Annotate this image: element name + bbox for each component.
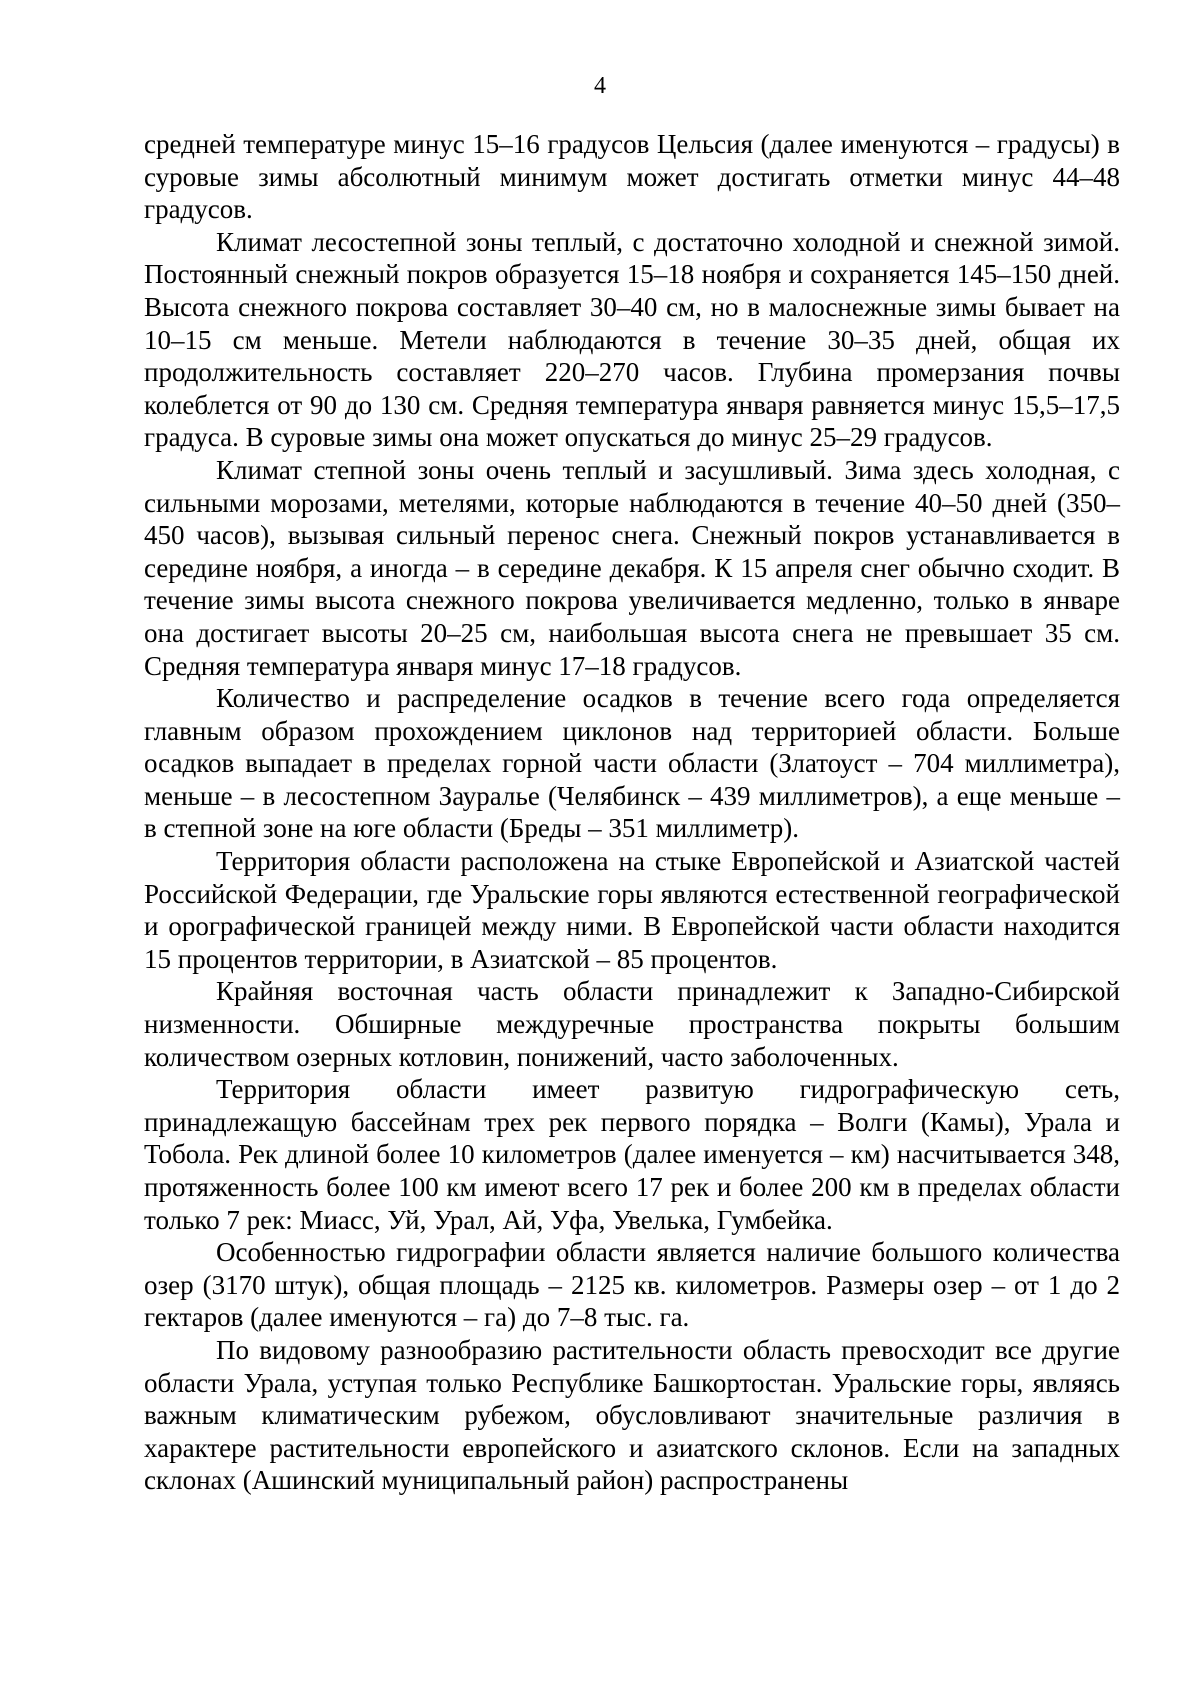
paragraph-continued-temperature: средней температуре минус 15–16 градусов Цельсия (далее именуются – градусы) в суровые зимы абсолютный минимум может достигать отметки минус 44–48 градусов. (144, 129, 1120, 225)
paragraph-territory-location: Территория области расположена на стыке Европейской и Азиатской частей Российской Федерации, где Уральские горы являются естественной географической и орографической границей между ними. В Европейской части области находится 15 процентов территории, в Азиатской – 85 процентов. (144, 846, 1120, 974)
paragraph-forest-steppe-climate: Климат лесостепной зоны теплый, с достаточно холодной и снежной зимой. Постоянный снежный покров образуется 15–18 ноября и сохраняется 145–150 дней. Высота снежного покрова составляет 30–40 см, но в малоснежные зимы бывает на 10–15 см меньше. Метели наблюдаются в течение 30–35 дней, общая их продолжительность составляет 220–270 часов. Глубина промерзания почвы колеблется от 90 до 130 см. Средняя температура января равняется минус 15,5–17,5 градуса. В суровые зимы она может опускаться до минус 25–29 градусов. (144, 226, 1120, 453)
paragraph-lakes: Особенностью гидрографии области является наличие большого количества озер (3170 штук), общая площадь – 2125 кв. километров. Размеры озер – от 1 до 2 гектаров (далее именуются – га) до 7–8 тыс. га. (144, 1237, 1120, 1333)
paragraph-vegetation: По видовому разнообразию растительности область превосходит все другие области Урала, уступая только Республике Башкортостан. Уральские горы, являясь важным климатическим рубежом, обусловливают значительные различия в характере растительности европейского и азиатского склонов. Если на западных склонах (Ашинский муниципальный район) распространены (144, 1334, 1120, 1496)
paragraph-hydrographic-network: Территория области имеет развитую гидрографическую сеть, принадлежащую бассейнам трех рек первого порядка – Волги (Камы), Урала и Тобола. Рек длиной более 10 километров (далее именуется – км) насчитывается 348, протяженность более 100 км имеют всего 17 рек и более 200 км в пределах области только 7 рек: Миасс, Уй, Урал, Ай, Уфа, Увелька, Гумбейка. (144, 1074, 1120, 1235)
paragraph-eastern-part: Крайняя восточная часть области принадлежит к Западно-Сибирской низменности. Обширные междуречные пространства покрыты большим количеством озерных котловин, понижений, часто заболоченных. (144, 976, 1120, 1072)
paragraph-steppe-climate: Климат степной зоны очень теплый и засушливый. Зима здесь холодная, с сильными морозами, метелями, которые наблюдаются в течение 40–50 дней (350–450 часов), вызывая сильный перенос снега. Снежный покров устанавливается в середине ноября, а иногда – в середине декабря. К 15 апреля снег обычно сходит. В течение зимы высота снежного покрова увеличивается медленно, только в январе она достигает высоты 20–25 см, наибольшая высота снега не превышает 35 см. Средняя температура января минус 17–18 градусов. (144, 454, 1120, 681)
body-text (144, 128, 1120, 1497)
page-number: 4 (594, 73, 606, 99)
paragraph-precipitation: Количество и распределение осадков в течение всего года определяется главным образом прохождением циклонов над территорией области. Больше осадков выпадает в пределах горной части области (Златоуст – 704 миллиметра), меньше – в лесостепном Зауралье (Челябинск – 439 миллиметров), а еще меньше – в степной зоне на юге области (Бреды – 351 миллиметр). (144, 683, 1120, 844)
